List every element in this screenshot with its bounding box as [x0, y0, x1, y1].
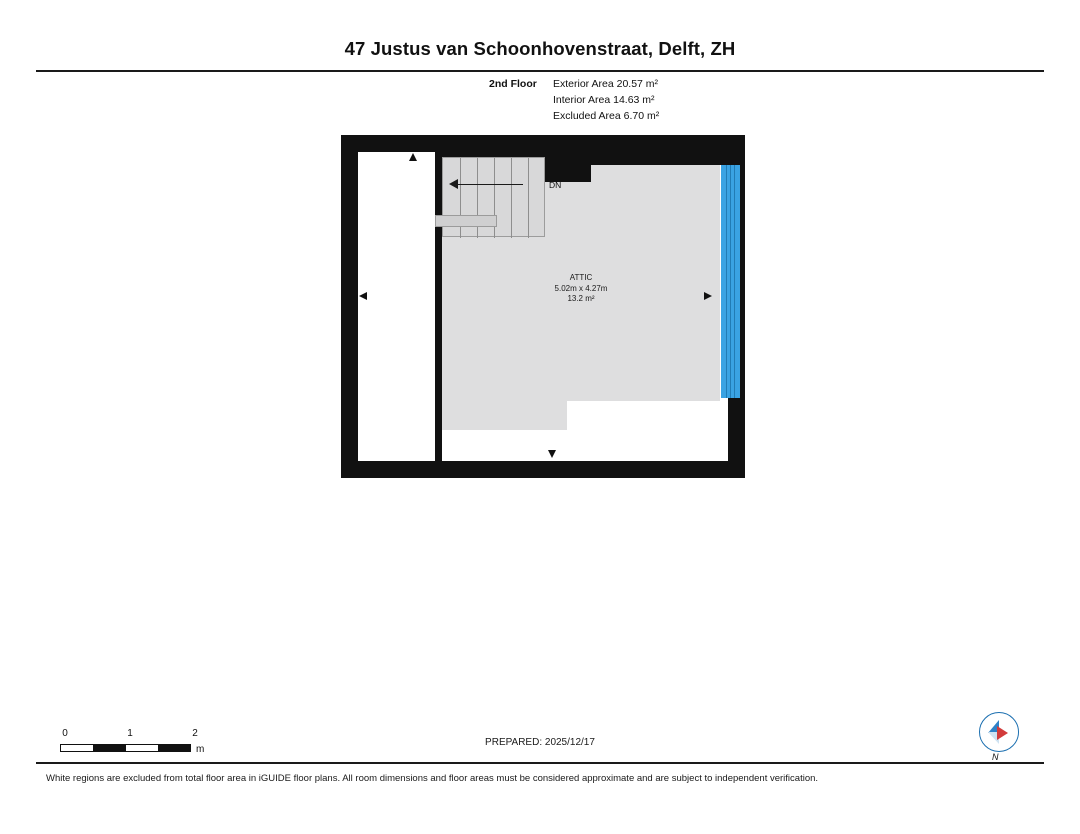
window-glazing-band [721, 165, 740, 398]
excluded-region-bottom-right [567, 401, 720, 461]
page-title: 47 Justus van Schoonhovenstraat, Delft, ZH [344, 38, 736, 59]
exterior-area-text: Exterior Area 20.57 m² [553, 78, 659, 90]
top-wall-segment-right [591, 152, 728, 165]
dimension-tick-right [704, 292, 712, 300]
stair-landing [435, 215, 497, 227]
interior-area-text: Interior Area 14.63 m² [553, 94, 655, 106]
stair-direction-label: DN [549, 180, 562, 190]
floor-plan-drawing [341, 135, 745, 478]
compass-north-label: N [992, 752, 999, 762]
scale-tick-0: 0 [62, 728, 68, 739]
disclaimer-text: White regions are excluded from total floor area in iGUIDE floor plans. All room dimensions and floor areas must be considered approximate and are subject to independent verification. [46, 773, 819, 784]
scale-tick-2: 2 [192, 728, 198, 739]
dimension-tick-top [409, 153, 417, 161]
excluded-region-left [358, 152, 435, 461]
header-divider [36, 70, 1044, 72]
room-area: 13.2 m² [567, 294, 595, 303]
dimension-tick-bottom [548, 450, 556, 458]
stair-direction-arrow-icon [449, 178, 523, 190]
room-dimensions: 5.02m x 4.27m [554, 283, 608, 293]
floor-label: 2nd Floor [489, 78, 537, 90]
room-name: ATTIC [569, 273, 593, 282]
prepared-date: PREPARED: 2025/12/17 [485, 737, 595, 748]
floor-summary [489, 76, 789, 124]
scale-tick-1: 1 [127, 728, 133, 739]
area-list [553, 76, 789, 124]
footer-divider [36, 762, 1044, 764]
compass-rose-icon [975, 712, 1023, 764]
interior-divider-wall [435, 152, 442, 461]
room-label-block [516, 273, 646, 305]
dimension-tick-left [359, 292, 367, 300]
scale-unit-label: m [196, 744, 205, 755]
excluded-area-text: Excluded Area 6.70 m² [553, 110, 660, 122]
